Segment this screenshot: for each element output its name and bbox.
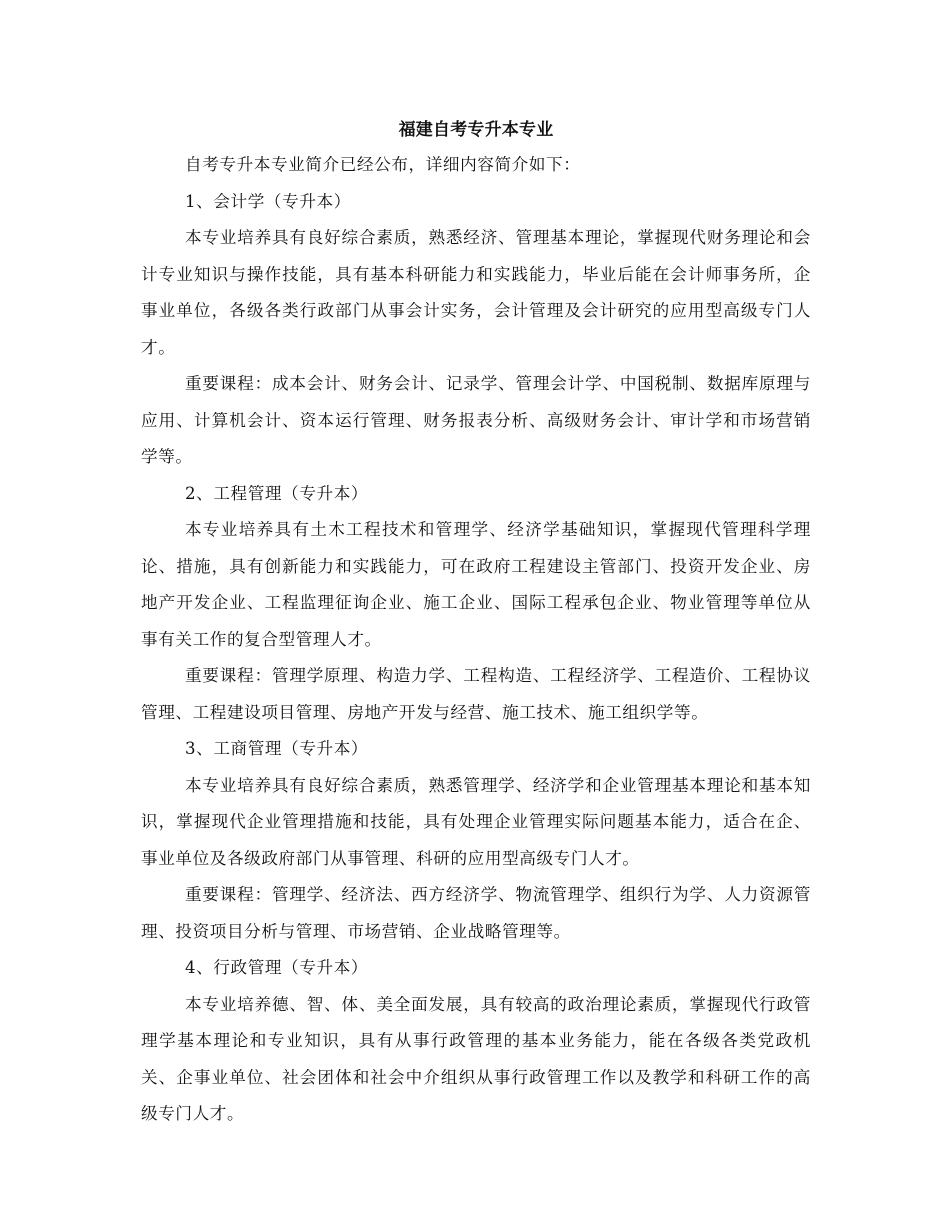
section-description-business-administration: 本专业培养具有良好综合素质，熟悉管理学、经济学和企业管理基本理论和基本知识，掌握现代企业管理措施和技能，具有处理企业管理实际问题基本能力，适合在企、事业单位及各级政府部门从事管理、科研的应用型高级专门人才。	[141, 775, 811, 868]
section-courses-business-administration: 重要课程：管理学、经济法、西方经济学、物流管理学、组织行为学、人力资源管理、投资项目分析与管理、市场营销、企业战略管理等。	[141, 885, 811, 941]
document-title: 福建自考专升本专业	[398, 120, 554, 140]
intro-paragraph: 自考专升本专业简介已经公布，详细内容简介如下：	[185, 155, 581, 174]
section-courses-engineering-management: 重要课程：管理学原理、构造力学、工程构造、工程经济学、工程造价、工程协议管理、工程建设项目管理、房地产开发与经营、施工技术、施工组织学等。	[141, 666, 811, 722]
section-heading-business-administration: 3、工商管理（专升本）	[185, 739, 369, 758]
section-courses-accounting: 重要课程：成本会计、财务会计、记录学、管理会计学、中国税制、数据库原理与应用、计算机会计、资本运行管理、财务报表分析、高级财务会计、审计学和市场营销学等。	[141, 374, 811, 466]
section-description-accounting: 本专业培养具有良好综合素质，熟悉经济、管理基本理论，掌握现代财务理论和会计专业知识与操作技能，具有基本科研能力和实践能力，毕业后能在会计师事务所，企事业单位，各级各类行政部门从事会计实务，会计管理及会计研究的应用型高级专门人才。	[141, 228, 811, 357]
section-heading-accounting: 1、会计学（专升本）	[185, 191, 351, 211]
section-description-public-administration: 本专业培养德、智、体、美全面发展，具有较高的政治理论素质，掌握现代行政管理学基本理论和专业知识，具有从事行政管理的基本业务能力，能在各级各类党政机关、企事业单位、社会团体和社会中介组织从事行政管理工作以及教学和科研工作的高级专门人才。	[141, 994, 811, 1123]
section-heading-public-administration: 4、行政管理（专升本）	[185, 958, 369, 977]
section-description-engineering-management: 本专业培养具有土木工程技术和管理学、经济学基础知识，掌握现代管理科学理论、措施，具有创新能力和实践能力，可在政府工程建设主管部门、投资开发企业、房地产开发企业、工程监理征询企业、施工企业、国际工程承包企业、物业管理等单位从事有关工作的复合型管理人才。	[141, 520, 811, 649]
document-body	[141, 113, 811, 1133]
section-heading-engineering-management: 2、工程管理（专升本）	[185, 483, 369, 503]
